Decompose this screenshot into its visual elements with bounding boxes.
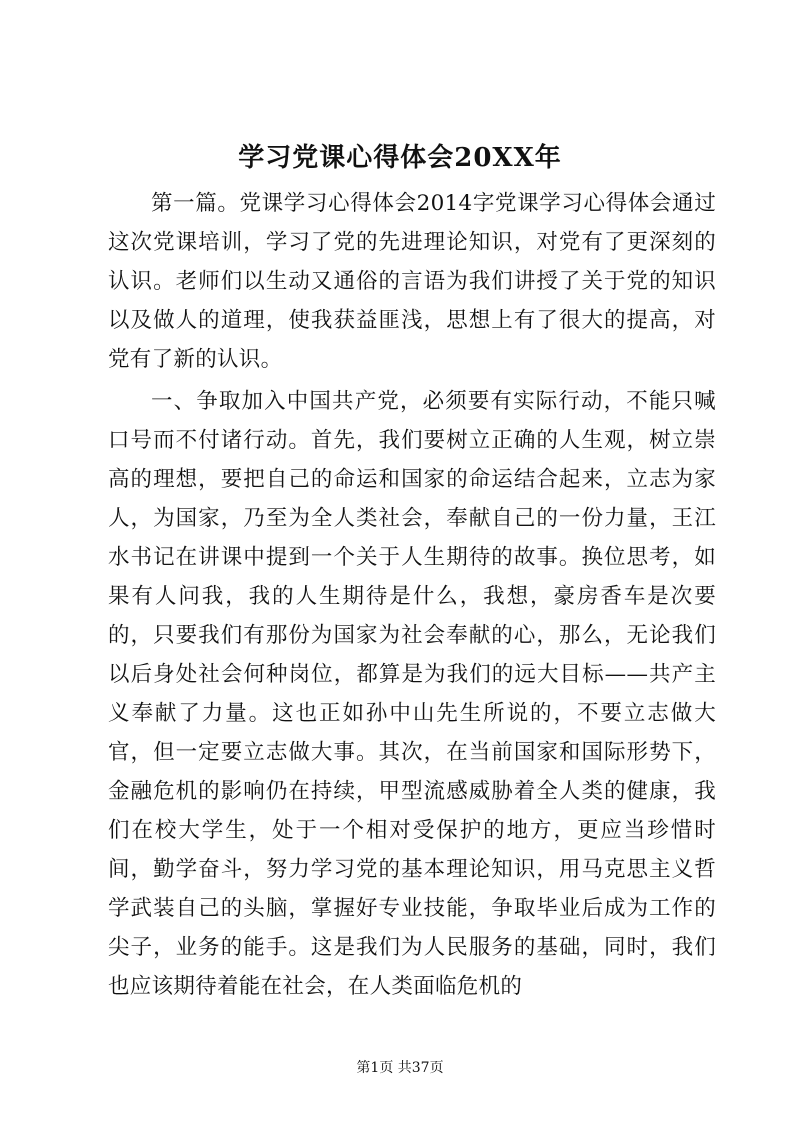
- document-title: 学习党课心得体会20XX年: [238, 143, 562, 173]
- page-number-footer: 第1页 共37页: [356, 1060, 444, 1076]
- paragraph-1: 第一篇。党课学习心得体会2014字党课学习心得体会通过这次党课培训，学习了党的先进理论知识，对党有了更深刻的认识。老师们以生动又通俗的言语为我们讲授了关于党的知识以及做人的道理，使我获益匪浅，思想上有了很大的提高，对党有了新的认识。: [108, 191, 716, 372]
- paragraph-2: 一、争取加入中国共产党，必须要有实际行动，不能只喊口号而不付诸行动。首先，我们要树立正确的人生观，树立崇高的理想，要把自己的命运和国家的命运结合起来，立志为家人，为国家，乃至为全人类社会，奉献自己的一份力量，王江水书记在讲课中提到一个关于人生期待的故事。换位思考，如果有人问我，我的人生期待是什么，我想，豪房香车是次要的，只要我们有那份为国家为社会奉献的心，那么，无论我们以后身处社会何种岗位，都算是为我们的远大目标——共产主义奉献了力量。这也正如孙中山先生所说的，不要立志做大官，但一定要立志做大事。其次，在当前国家和国际形势下，金融危机的影响仍在持续，甲型流感威胁着全人类的健康，我们在校大学生，处于一个相对受保护的地方，更应当珍惜时间，勤学奋斗，努力学习党的基本理论知识，用马克思主义哲学武装自己的头脑，掌握好专业技能，争取毕业后成为工作的尖子，业务的能手。这是我们为人民服务的基础，同时，我们也应该期待着能在社会，在人类面临危机的: [108, 389, 716, 999]
- document-body: [108, 184, 716, 1009]
